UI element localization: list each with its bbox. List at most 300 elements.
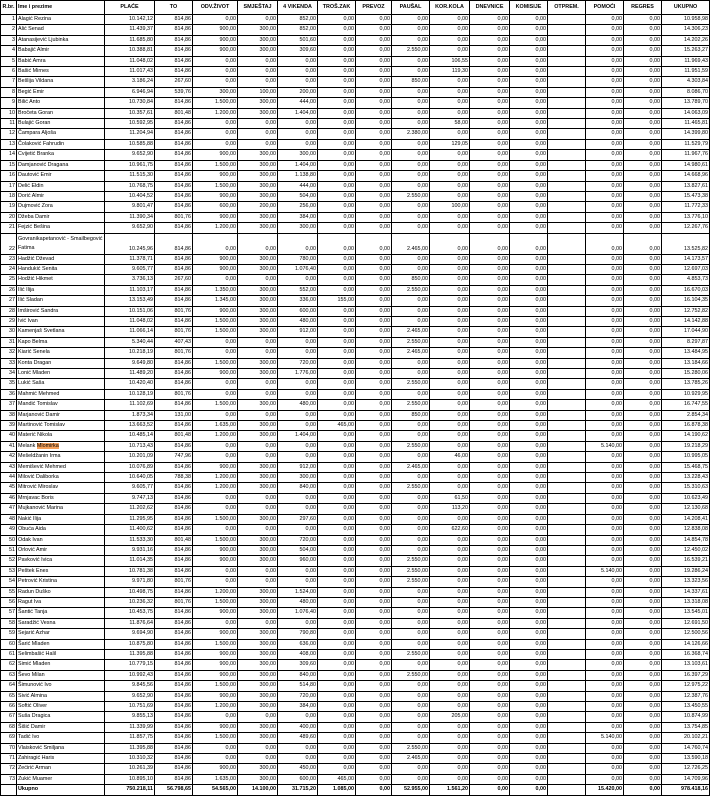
amount-cell: 0,00 bbox=[392, 98, 430, 108]
amount-cell: 12.267,76 bbox=[662, 223, 710, 233]
amount-cell: 0,00 bbox=[318, 483, 356, 493]
table-row bbox=[1, 275, 710, 285]
amount-cell: 0,00 bbox=[624, 410, 662, 420]
amount-cell: 2.550,00 bbox=[392, 337, 430, 347]
amount-cell: 0,00 bbox=[510, 660, 548, 670]
amount-cell: 0,00 bbox=[624, 379, 662, 389]
amount-cell: 0,00 bbox=[624, 306, 662, 316]
amount-cell bbox=[548, 129, 586, 139]
table-row bbox=[1, 618, 710, 628]
amount-cell: 0,00 bbox=[238, 504, 278, 514]
row-number: 60 bbox=[1, 639, 17, 649]
amount-cell: 0,00 bbox=[510, 233, 548, 254]
amount-cell: 0,00 bbox=[318, 369, 356, 379]
employee-name: Ivić Ivan bbox=[17, 316, 105, 326]
amount-cell: 0,00 bbox=[318, 649, 356, 659]
amount-cell: 0,00 bbox=[586, 285, 624, 295]
amount-cell: 814,86 bbox=[155, 181, 193, 191]
amount-cell: 9.605,77 bbox=[105, 483, 155, 493]
amount-cell: 814,86 bbox=[155, 462, 193, 472]
amount-cell: 814,86 bbox=[155, 150, 193, 160]
amount-cell: 0,00 bbox=[624, 150, 662, 160]
amount-cell: 0,00 bbox=[624, 400, 662, 410]
amount-cell: 912,00 bbox=[278, 462, 318, 472]
amount-cell: 0,00 bbox=[510, 15, 548, 25]
amount-cell: 0,00 bbox=[318, 181, 356, 191]
amount-cell: 0,00 bbox=[193, 754, 238, 764]
amount-cell: 900,00 bbox=[193, 369, 238, 379]
amount-cell: 13.827,61 bbox=[662, 181, 710, 191]
amount-cell: 0,00 bbox=[278, 577, 318, 587]
amount-cell: 0,00 bbox=[318, 348, 356, 358]
employee-name: Radun Duško bbox=[17, 587, 105, 597]
amount-cell: 0,00 bbox=[356, 441, 392, 451]
amount-cell: 0,00 bbox=[430, 618, 470, 628]
amount-cell: 0,00 bbox=[470, 712, 510, 722]
amount-cell bbox=[548, 254, 586, 264]
amount-cell: 16.878,38 bbox=[662, 421, 710, 431]
amount-cell: 0,00 bbox=[356, 743, 392, 753]
amount-cell: 9.845,56 bbox=[105, 681, 155, 691]
table-row bbox=[1, 764, 710, 774]
amount-cell: 10.498,75 bbox=[105, 587, 155, 597]
amount-cell bbox=[548, 514, 586, 524]
amount-cell: 1.500,00 bbox=[193, 160, 238, 170]
amount-cell: 0,00 bbox=[624, 421, 662, 431]
amount-cell: 0,00 bbox=[392, 702, 430, 712]
amount-cell: 12.975,22 bbox=[662, 681, 710, 691]
amount-cell: 0,00 bbox=[318, 316, 356, 326]
amount-cell: 256,00 bbox=[278, 202, 318, 212]
amount-cell: 504,00 bbox=[278, 545, 318, 555]
amount-cell: 0,00 bbox=[392, 150, 430, 160]
amount-cell: 0,00 bbox=[470, 223, 510, 233]
amount-cell: 0,00 bbox=[624, 702, 662, 712]
amount-cell: 0,00 bbox=[392, 733, 430, 743]
row-number: 22 bbox=[1, 233, 17, 254]
amount-cell: 0,00 bbox=[510, 202, 548, 212]
table-row bbox=[1, 462, 710, 472]
row-number: 38 bbox=[1, 410, 17, 420]
amount-cell: 0,00 bbox=[193, 410, 238, 420]
amount-cell: 0,00 bbox=[318, 129, 356, 139]
amount-cell: 300,00 bbox=[238, 660, 278, 670]
amount-cell: 0,00 bbox=[510, 441, 548, 451]
amount-cell: 10.751,69 bbox=[105, 702, 155, 712]
amount-cell: 11.772,33 bbox=[662, 202, 710, 212]
amount-cell: 0,00 bbox=[586, 108, 624, 118]
table-row bbox=[1, 316, 710, 326]
amount-cell: 504,00 bbox=[278, 191, 318, 201]
amount-cell: 0,00 bbox=[586, 618, 624, 628]
amount-cell: 0,00 bbox=[510, 275, 548, 285]
total-amount-cell: 0,00 bbox=[470, 785, 510, 795]
total-amount-cell: 0,00 bbox=[510, 785, 548, 795]
row-number: 32 bbox=[1, 348, 17, 358]
amount-cell: 113,20 bbox=[430, 504, 470, 514]
amount-cell: 444,00 bbox=[278, 181, 318, 191]
amount-cell: 12.450,02 bbox=[662, 545, 710, 555]
amount-cell: 814,86 bbox=[155, 46, 193, 56]
amount-cell: 0,00 bbox=[430, 733, 470, 743]
amount-cell: 15.310,63 bbox=[662, 483, 710, 493]
amount-cell: 0,00 bbox=[356, 223, 392, 233]
amount-cell: 0,00 bbox=[392, 223, 430, 233]
employee-name: Delić Eldin bbox=[17, 181, 105, 191]
table-row bbox=[1, 743, 710, 753]
amount-cell: 0,00 bbox=[193, 566, 238, 576]
amount-cell: 0,00 bbox=[510, 223, 548, 233]
amount-cell: 0,00 bbox=[392, 87, 430, 97]
amount-cell: 0,00 bbox=[586, 358, 624, 368]
amount-cell: 0,00 bbox=[392, 35, 430, 45]
table-row bbox=[1, 754, 710, 764]
amount-cell: 0,00 bbox=[624, 441, 662, 451]
amount-cell: 0,00 bbox=[430, 285, 470, 295]
row-number: 70 bbox=[1, 743, 17, 753]
amount-cell: 0,00 bbox=[318, 87, 356, 97]
amount-cell: 840,00 bbox=[278, 483, 318, 493]
amount-cell: 0,00 bbox=[392, 139, 430, 149]
table-row bbox=[1, 566, 710, 576]
amount-cell: 0,00 bbox=[510, 171, 548, 181]
employee-name: Pavković Ivica bbox=[17, 556, 105, 566]
employee-name: Sivić Almina bbox=[17, 691, 105, 701]
amount-cell: 814,86 bbox=[155, 754, 193, 764]
amount-cell: 1.404,00 bbox=[278, 108, 318, 118]
amount-cell: 0,00 bbox=[430, 639, 470, 649]
amount-cell: 0,00 bbox=[356, 46, 392, 56]
amount-cell: 0,00 bbox=[470, 379, 510, 389]
amount-cell: 0,00 bbox=[624, 712, 662, 722]
amount-cell: 61,50 bbox=[430, 493, 470, 503]
amount-cell: 0,00 bbox=[430, 441, 470, 451]
amount-cell: 11.876,64 bbox=[105, 618, 155, 628]
amount-cell: 0,00 bbox=[430, 223, 470, 233]
amount-cell: 0,00 bbox=[318, 493, 356, 503]
amount-cell: 814,86 bbox=[155, 296, 193, 306]
amount-cell: 2.465,00 bbox=[392, 754, 430, 764]
amount-cell: 0,00 bbox=[430, 379, 470, 389]
amount-cell: 14.980,61 bbox=[662, 160, 710, 170]
employee-name: Lukić Saša bbox=[17, 379, 105, 389]
amount-cell: 0,00 bbox=[356, 25, 392, 35]
column-header: TROŠ.ZAK bbox=[318, 1, 356, 15]
amount-cell: 1.500,00 bbox=[193, 316, 238, 326]
amount-cell: 0,00 bbox=[318, 462, 356, 472]
amount-cell: 300,00 bbox=[238, 556, 278, 566]
amount-cell: 300,00 bbox=[238, 691, 278, 701]
employee-name: Handukić Senita bbox=[17, 264, 105, 274]
amount-cell: 0,00 bbox=[392, 722, 430, 732]
employee-name: Bešlija Vildana bbox=[17, 77, 105, 87]
amount-cell: 0,00 bbox=[624, 46, 662, 56]
amount-cell: 13.590,18 bbox=[662, 754, 710, 764]
amount-cell: 0,00 bbox=[624, 566, 662, 576]
amount-cell: 720,00 bbox=[278, 358, 318, 368]
amount-cell: 0,00 bbox=[392, 296, 430, 306]
amount-cell: 0,00 bbox=[624, 98, 662, 108]
amount-cell: 600,00 bbox=[278, 774, 318, 784]
amount-cell: 814,86 bbox=[155, 223, 193, 233]
amount-cell: 0,00 bbox=[470, 597, 510, 607]
amount-cell: 900,00 bbox=[193, 150, 238, 160]
amount-cell bbox=[548, 504, 586, 514]
amount-cell bbox=[548, 160, 586, 170]
amount-cell bbox=[548, 462, 586, 472]
amount-cell: 300,00 bbox=[238, 369, 278, 379]
amount-cell: 0,00 bbox=[510, 358, 548, 368]
amount-cell: 0,00 bbox=[356, 160, 392, 170]
amount-cell: 814,86 bbox=[155, 712, 193, 722]
amount-cell: 0,00 bbox=[238, 389, 278, 399]
amount-cell: 814,86 bbox=[155, 379, 193, 389]
amount-cell: 0,00 bbox=[318, 473, 356, 483]
amount-cell: 0,00 bbox=[624, 462, 662, 472]
amount-cell: 0,00 bbox=[470, 77, 510, 87]
employee-name: Babajić Almir bbox=[17, 46, 105, 56]
amount-cell bbox=[548, 670, 586, 680]
amount-cell: 0,00 bbox=[318, 712, 356, 722]
amount-cell: 20.102,21 bbox=[662, 733, 710, 743]
amount-cell: 0,00 bbox=[510, 535, 548, 545]
amount-cell: 119,30 bbox=[430, 67, 470, 77]
amount-cell: 5.140,00 bbox=[586, 566, 624, 576]
amount-cell: 465,00 bbox=[318, 421, 356, 431]
amount-cell: 12.130,68 bbox=[662, 504, 710, 514]
amount-cell: 0,00 bbox=[624, 275, 662, 285]
row-number: 65 bbox=[1, 691, 17, 701]
amount-cell: 0,00 bbox=[470, 649, 510, 659]
amount-cell: 0,00 bbox=[356, 316, 392, 326]
amount-cell: 300,00 bbox=[238, 191, 278, 201]
amount-cell: 0,00 bbox=[470, 774, 510, 784]
amount-cell: 300,00 bbox=[238, 462, 278, 472]
amount-cell: 0,00 bbox=[510, 316, 548, 326]
amount-cell: 0,00 bbox=[392, 587, 430, 597]
amount-cell: 2.550,00 bbox=[392, 46, 430, 56]
amount-cell: 12.838,08 bbox=[662, 525, 710, 535]
amount-cell: 0,00 bbox=[356, 483, 392, 493]
amount-cell: 0,00 bbox=[318, 764, 356, 774]
amount-cell: 0,00 bbox=[470, 35, 510, 45]
amount-cell: 0,00 bbox=[318, 577, 356, 587]
amount-cell: 2.550,00 bbox=[392, 566, 430, 576]
amount-cell: 801,76 bbox=[155, 389, 193, 399]
table-row bbox=[1, 254, 710, 264]
amount-cell: 0,00 bbox=[318, 681, 356, 691]
amount-cell: 0,00 bbox=[586, 379, 624, 389]
amount-cell: 801,76 bbox=[155, 306, 193, 316]
amount-cell: 11.533,30 bbox=[105, 535, 155, 545]
employee-name: Lonić Mladen bbox=[17, 369, 105, 379]
total-amount-cell: 54.565,00 bbox=[193, 785, 238, 795]
amount-cell: 0,00 bbox=[430, 46, 470, 56]
amount-cell: 0,00 bbox=[430, 306, 470, 316]
amount-cell: 0,00 bbox=[624, 191, 662, 201]
employee-name: Simić Mladen bbox=[17, 660, 105, 670]
amount-cell: 0,00 bbox=[510, 327, 548, 337]
amount-cell: 0,00 bbox=[392, 202, 430, 212]
amount-cell: 14.208,41 bbox=[662, 514, 710, 524]
amount-cell: 0,00 bbox=[356, 15, 392, 25]
amount-cell: 15.263,27 bbox=[662, 46, 710, 56]
amount-cell: 1.524,00 bbox=[278, 587, 318, 597]
amount-cell: 0,00 bbox=[430, 150, 470, 160]
amount-cell: 10.420,40 bbox=[105, 379, 155, 389]
employee-name: Kamenjaš Svetlana bbox=[17, 327, 105, 337]
amount-cell: 11.400,62 bbox=[105, 525, 155, 535]
amount-cell: 0,00 bbox=[624, 233, 662, 254]
row-number: 2 bbox=[1, 25, 17, 35]
amount-cell: 0,00 bbox=[430, 608, 470, 618]
amount-cell: 10.128,19 bbox=[105, 389, 155, 399]
amount-cell: 0,00 bbox=[510, 400, 548, 410]
amount-cell: 0,00 bbox=[193, 452, 238, 462]
amount-cell: 814,86 bbox=[155, 670, 193, 680]
amount-cell: 0,00 bbox=[356, 712, 392, 722]
amount-cell bbox=[548, 150, 586, 160]
amount-cell: 13.228,43 bbox=[662, 473, 710, 483]
amount-cell: 0,00 bbox=[356, 431, 392, 441]
amount-cell: 1.404,00 bbox=[278, 160, 318, 170]
amount-cell: 900,00 bbox=[193, 46, 238, 56]
amount-cell: 0,00 bbox=[510, 525, 548, 535]
amount-cell: 814,86 bbox=[155, 264, 193, 274]
amount-cell: 10.218,19 bbox=[105, 348, 155, 358]
amount-cell: 0,00 bbox=[624, 202, 662, 212]
amount-cell: 0,00 bbox=[318, 171, 356, 181]
amount-cell: 2.550,00 bbox=[392, 379, 430, 389]
amount-cell: 0,00 bbox=[586, 462, 624, 472]
amount-cell: 0,00 bbox=[586, 639, 624, 649]
amount-cell: 13.323,56 bbox=[662, 577, 710, 587]
total-amount-cell: 52.955,00 bbox=[392, 785, 430, 795]
amount-cell: 300,00 bbox=[238, 358, 278, 368]
amount-cell: 0,00 bbox=[430, 473, 470, 483]
amount-cell: 0,00 bbox=[510, 483, 548, 493]
amount-cell: 1.200,00 bbox=[193, 431, 238, 441]
amount-cell: 11.048,02 bbox=[105, 316, 155, 326]
amount-cell: 900,00 bbox=[193, 608, 238, 618]
amount-cell: 0,00 bbox=[470, 421, 510, 431]
amount-cell: 1.200,00 bbox=[193, 702, 238, 712]
amount-cell: 0,00 bbox=[586, 389, 624, 399]
amount-cell: 14.668,96 bbox=[662, 171, 710, 181]
column-header: TO bbox=[155, 1, 193, 15]
amount-cell: 852,00 bbox=[278, 15, 318, 25]
amount-cell: 300,00 bbox=[238, 421, 278, 431]
amount-cell: 814,86 bbox=[155, 358, 193, 368]
employee-name: Memišević Mehmed bbox=[17, 462, 105, 472]
amount-cell: 0,00 bbox=[238, 67, 278, 77]
row-number: 58 bbox=[1, 618, 17, 628]
amount-cell: 0,00 bbox=[278, 421, 318, 431]
table-row bbox=[1, 774, 710, 784]
amount-cell: 0,00 bbox=[278, 525, 318, 535]
amount-cell: 0,00 bbox=[318, 15, 356, 25]
amount-cell: 1.500,00 bbox=[193, 535, 238, 545]
amount-cell: 0,00 bbox=[470, 264, 510, 274]
amount-cell: 0,00 bbox=[318, 743, 356, 753]
amount-cell: 0,00 bbox=[392, 504, 430, 514]
amount-cell bbox=[548, 191, 586, 201]
amount-cell: 501,60 bbox=[278, 35, 318, 45]
amount-cell: 0,00 bbox=[586, 25, 624, 35]
table-row bbox=[1, 597, 710, 607]
amount-cell: 10.261,39 bbox=[105, 764, 155, 774]
amount-cell: 300,00 bbox=[238, 285, 278, 295]
amount-cell: 0,00 bbox=[510, 306, 548, 316]
employee-name: Petrović Kristina bbox=[17, 577, 105, 587]
amount-cell: 12.726,25 bbox=[662, 764, 710, 774]
amount-cell: 0,00 bbox=[470, 337, 510, 347]
amount-cell: 0,00 bbox=[470, 556, 510, 566]
table-row bbox=[1, 129, 710, 139]
amount-cell: 300,00 bbox=[238, 483, 278, 493]
amount-cell: 0,00 bbox=[510, 587, 548, 597]
amount-cell: 0,00 bbox=[193, 139, 238, 149]
amount-cell: 0,00 bbox=[624, 358, 662, 368]
amount-cell: 1.873,34 bbox=[105, 410, 155, 420]
amount-cell: 0,00 bbox=[510, 473, 548, 483]
totals-label: Ukupno bbox=[17, 785, 105, 795]
amount-cell: 0,00 bbox=[624, 369, 662, 379]
amount-cell: 10.404,52 bbox=[105, 191, 155, 201]
amount-cell: 131,00 bbox=[155, 410, 193, 420]
employee-name: Materić Nikola bbox=[17, 431, 105, 441]
amount-cell: 780,00 bbox=[278, 254, 318, 264]
amount-cell: 801,48 bbox=[155, 535, 193, 545]
amount-cell: 0,00 bbox=[392, 264, 430, 274]
amount-cell: 10.623,49 bbox=[662, 493, 710, 503]
amount-cell: 814,86 bbox=[155, 681, 193, 691]
amount-cell: 0,00 bbox=[356, 306, 392, 316]
amount-cell: 0,00 bbox=[470, 577, 510, 587]
amount-cell: 0,00 bbox=[318, 56, 356, 66]
amount-cell: 0,00 bbox=[470, 431, 510, 441]
amount-cell bbox=[548, 171, 586, 181]
amount-cell: 0,00 bbox=[318, 441, 356, 451]
amount-cell: 0,00 bbox=[586, 702, 624, 712]
row-number: 55 bbox=[1, 587, 17, 597]
amount-cell: 13.484,95 bbox=[662, 348, 710, 358]
amount-cell: 14.173,57 bbox=[662, 254, 710, 264]
amount-cell: 13.103,61 bbox=[662, 660, 710, 670]
amount-cell: 0,00 bbox=[356, 649, 392, 659]
amount-cell: 8.297,87 bbox=[662, 337, 710, 347]
amount-cell: 300,00 bbox=[238, 264, 278, 274]
row-number: 12 bbox=[1, 129, 17, 139]
amount-cell: 801,76 bbox=[155, 348, 193, 358]
amount-cell: 0,00 bbox=[392, 108, 430, 118]
amount-cell: 0,00 bbox=[238, 379, 278, 389]
amount-cell: 600,00 bbox=[278, 306, 318, 316]
amount-cell: 0,00 bbox=[278, 712, 318, 722]
amount-cell: 300,00 bbox=[238, 306, 278, 316]
amount-cell: 814,86 bbox=[155, 514, 193, 524]
amount-cell: 0,00 bbox=[356, 129, 392, 139]
amount-cell: 0,00 bbox=[318, 556, 356, 566]
amount-cell: 10.310,32 bbox=[105, 754, 155, 764]
amount-cell bbox=[548, 712, 586, 722]
amount-cell: 12.752,82 bbox=[662, 306, 710, 316]
amount-cell: 0,00 bbox=[624, 722, 662, 732]
amount-cell: 155,00 bbox=[318, 296, 356, 306]
amount-cell: 205,00 bbox=[430, 712, 470, 722]
amount-cell: 0,00 bbox=[356, 327, 392, 337]
employee-name: Nakić Ilija bbox=[17, 514, 105, 524]
